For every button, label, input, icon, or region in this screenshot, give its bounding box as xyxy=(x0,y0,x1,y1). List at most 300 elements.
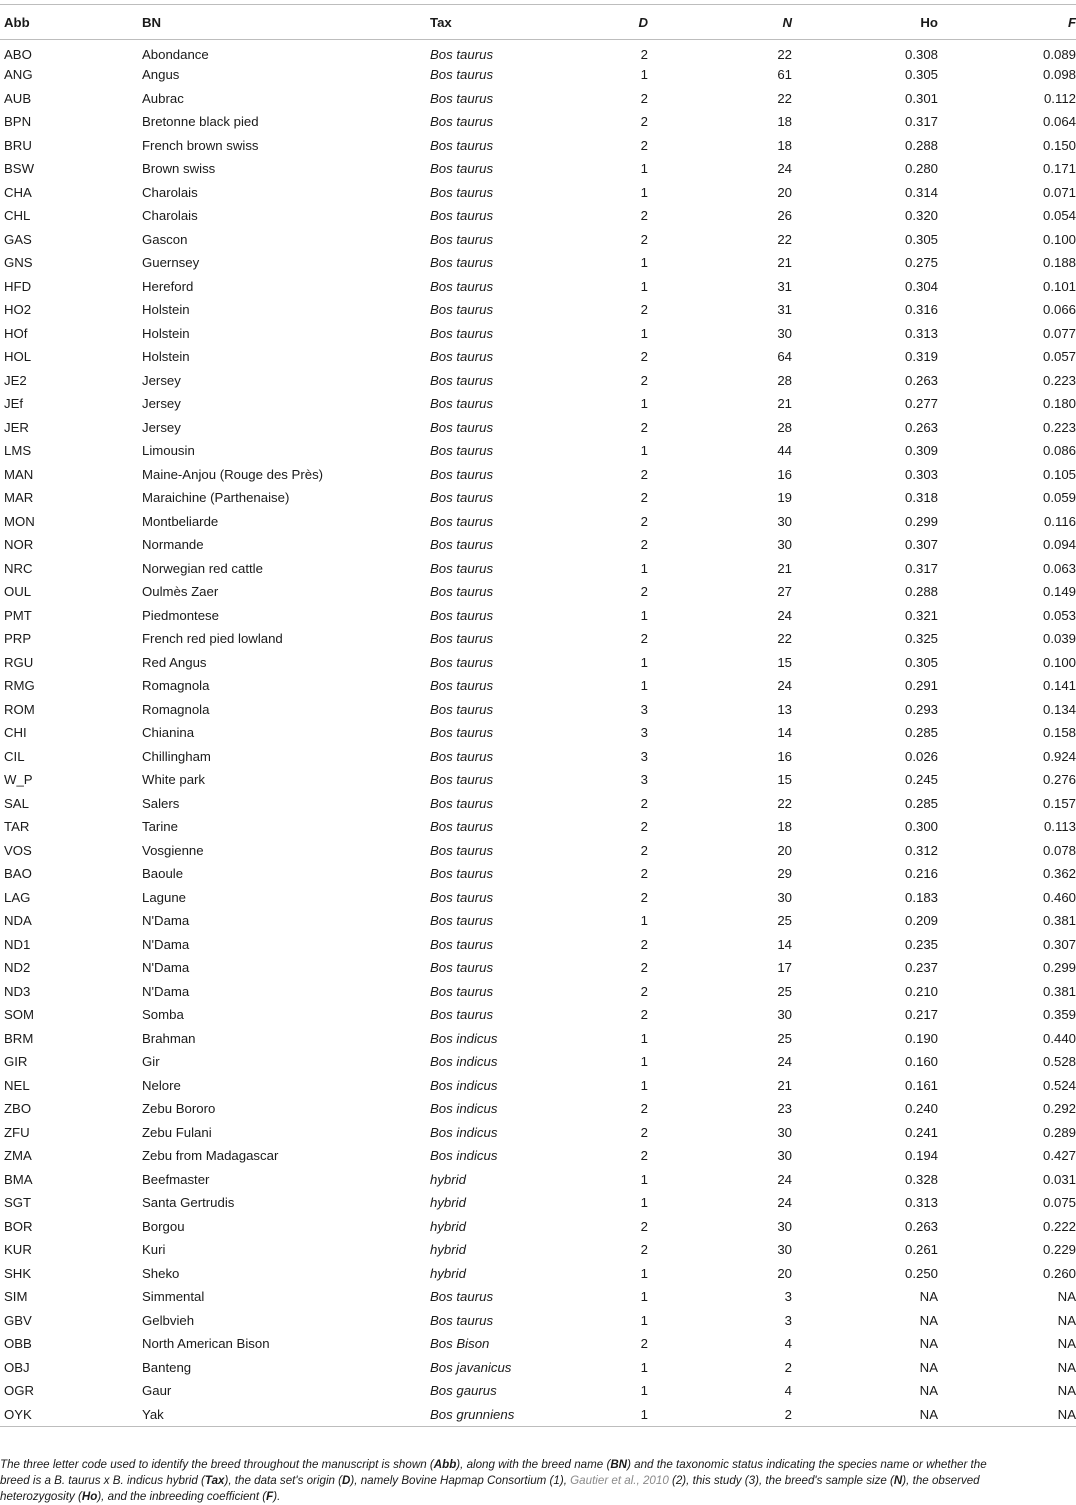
cell-dataset: 2 xyxy=(640,372,648,388)
cell-ho: 0.320 xyxy=(904,208,938,224)
cell-breed-name: Holstein xyxy=(142,349,190,365)
table-row xyxy=(0,298,1076,322)
cell-breed-name: Romagnola xyxy=(142,701,210,717)
table-row xyxy=(0,557,1076,581)
table-row xyxy=(0,392,1076,416)
cell-abb: ND2 xyxy=(4,960,31,976)
cell-breed-name: Lagune xyxy=(142,889,187,905)
cell-ho: 0.216 xyxy=(904,866,938,882)
cell-breed-name: Montbeliarde xyxy=(142,513,219,529)
table-row xyxy=(0,909,1076,933)
cell-taxon: Bos grunniens xyxy=(426,1403,564,1427)
cell-ho: 0.313 xyxy=(904,325,938,341)
cell-sample-size: 27 xyxy=(777,584,792,600)
cell-abb: OBJ xyxy=(4,1359,30,1375)
cell-taxon: Bos taurus xyxy=(430,90,494,106)
cell-sample-size: 15 xyxy=(777,654,792,670)
cell-breed-name: Guernsey xyxy=(142,255,200,271)
header-abb: Abb xyxy=(0,5,138,40)
cell-dataset: 2 xyxy=(640,466,648,482)
cell-dataset: 2 xyxy=(640,419,648,435)
cell-abb: OGR xyxy=(4,1383,35,1399)
cell-sample-size: 24 xyxy=(777,678,792,694)
cell-taxon: Bos indicus xyxy=(430,1054,498,1070)
cell-abb: LAG xyxy=(4,889,31,905)
cell-f: 0.039 xyxy=(1042,631,1076,647)
table-row xyxy=(0,1379,1076,1403)
cell-sample-size: 21 xyxy=(777,255,792,271)
cell-f: 0.381 xyxy=(1042,913,1076,929)
cell-ho: 0.288 xyxy=(904,584,938,600)
cell-abb: GNS xyxy=(4,255,33,271)
cell-abb: HOL xyxy=(4,349,32,365)
cell-f: 0.460 xyxy=(1042,889,1076,905)
cell-ho: 0.325 xyxy=(904,631,938,647)
breed-table xyxy=(0,4,1076,1427)
cell-taxon: Bos taurus xyxy=(430,866,494,882)
cell-taxon: Bos taurus xyxy=(430,1007,494,1023)
cell-ho: 0.194 xyxy=(904,1148,938,1164)
cell-abb: BRM xyxy=(4,1030,34,1046)
cell-breed-name: Santa Gertrudis xyxy=(142,1195,235,1211)
cell-ho: 0.293 xyxy=(904,701,938,717)
cell-sample-size: 30 xyxy=(777,513,792,529)
cell-sample-size: 3 xyxy=(784,1289,792,1305)
cell-dataset: 2 xyxy=(640,1101,648,1117)
cell-dataset: 2 xyxy=(640,302,648,318)
cell-f: 0.188 xyxy=(1042,255,1076,271)
cell-breed-name: N'Dama xyxy=(142,913,190,929)
cell-ho: 0.312 xyxy=(904,842,938,858)
cell-sample-size: 26 xyxy=(777,208,792,224)
table-row xyxy=(0,1403,1076,1427)
cell-sample-size: 18 xyxy=(777,819,792,835)
cell-f: 0.180 xyxy=(1042,396,1076,412)
table-row xyxy=(0,1027,1076,1051)
cell-breed-name: Tarine xyxy=(142,819,178,835)
cell-ho: 0.317 xyxy=(904,560,938,576)
table-row xyxy=(0,181,1076,205)
cell-sample-size: 14 xyxy=(777,936,792,952)
cell-sample-size: 28 xyxy=(777,372,792,388)
cell-sample-size: 2 xyxy=(696,1403,834,1427)
cell-abb: ZMA xyxy=(4,1148,32,1164)
cell-taxon: Bos taurus xyxy=(430,748,494,764)
table-row xyxy=(0,228,1076,252)
table-row xyxy=(0,651,1076,675)
cell-ho: 0.280 xyxy=(904,161,938,177)
cell-taxon: Bos taurus xyxy=(430,607,494,623)
cell-ho: 0.307 xyxy=(904,537,938,553)
cell-taxon: Bos taurus xyxy=(430,983,494,999)
table-row xyxy=(0,1215,1076,1239)
cell-taxon: Bos taurus xyxy=(430,161,494,177)
cell-abb: ABO xyxy=(4,47,32,62)
cell-breed-name: Gaur xyxy=(142,1383,172,1399)
cell-breed-name: N'Dama xyxy=(142,983,190,999)
cell-sample-size: 25 xyxy=(777,983,792,999)
cell-ho: 0.250 xyxy=(904,1265,938,1281)
cell-abb: LMS xyxy=(4,443,32,459)
cell-dataset: 1 xyxy=(640,913,648,929)
cell-f: 0.229 xyxy=(1042,1242,1076,1258)
cell-sample-size: 29 xyxy=(777,866,792,882)
caption-text: ). xyxy=(273,1490,281,1503)
cell-abb: CHA xyxy=(4,184,32,200)
cell-dataset: 2 xyxy=(640,47,648,62)
table-row xyxy=(0,1121,1076,1145)
cell-f: 0.359 xyxy=(1042,1007,1076,1023)
cell-dataset: 2 xyxy=(640,137,648,153)
table-row xyxy=(0,439,1076,463)
cell-sample-size: 44 xyxy=(777,443,792,459)
cell-taxon: Bos taurus xyxy=(430,184,494,200)
cell-f: 0.075 xyxy=(1042,1195,1076,1211)
cell-breed-name: Piedmontese xyxy=(142,607,219,623)
caption-text: (2), this study (3), the breed's sample size ( xyxy=(668,1474,894,1487)
cell-abb: CHI xyxy=(4,725,27,741)
cell-taxon: hybrid xyxy=(430,1171,466,1187)
cell-abb: SOM xyxy=(4,1007,35,1023)
cell-sample-size: 24 xyxy=(777,1195,792,1211)
cell-dataset: 2 xyxy=(640,1242,648,1258)
cell-breed-name: Chillingham xyxy=(142,748,211,764)
cell-taxon: Bos taurus xyxy=(430,960,494,976)
caption-text: ), the data set's origin ( xyxy=(224,1474,343,1487)
cell-dataset: 3 xyxy=(640,772,648,788)
caption-term-abb: Abb xyxy=(433,1458,457,1471)
cell-dataset: 1 xyxy=(640,255,648,271)
cell-breed-name: Oulmès Zaer xyxy=(142,584,219,600)
cell-dataset: 1 xyxy=(640,1054,648,1070)
cell-sample-size: 30 xyxy=(777,537,792,553)
cell-abb: PMT xyxy=(4,607,32,623)
cell-sample-size: 24 xyxy=(777,161,792,177)
cell-taxon: hybrid xyxy=(430,1242,466,1258)
cell-f: 0.299 xyxy=(1042,960,1076,976)
cell-sample-size: 3 xyxy=(784,1312,792,1328)
caption-reference-link[interactable]: Gautier et al., 2010 xyxy=(570,1474,669,1487)
cell-taxon: Bos taurus xyxy=(430,396,494,412)
table-row xyxy=(0,1191,1076,1215)
cell-ho: 0.300 xyxy=(904,819,938,835)
cell-f: 0.171 xyxy=(1042,161,1076,177)
cell-taxon: Bos taurus xyxy=(430,443,494,459)
cell-abb: GBV xyxy=(4,1312,32,1328)
table-header xyxy=(0,5,1076,40)
cell-dataset: 2 xyxy=(640,983,648,999)
cell-taxon: Bos indicus xyxy=(430,1030,498,1046)
cell-breed-name: Maraichine (Parthenaise) xyxy=(142,490,290,506)
cell-ho: 0.318 xyxy=(904,490,938,506)
cell-taxon: Bos taurus xyxy=(430,1312,494,1328)
table-row xyxy=(0,369,1076,393)
cell-ho: 0.241 xyxy=(904,1124,938,1140)
cell-ho: 0.299 xyxy=(904,513,938,529)
cell-sample-size: 31 xyxy=(777,278,792,294)
table-row xyxy=(0,1309,1076,1333)
cell-ho: NA xyxy=(919,1312,938,1328)
cell-f: 0.089 xyxy=(1042,47,1076,62)
cell-f: 0.071 xyxy=(1042,184,1076,200)
cell-abb: JE2 xyxy=(4,372,27,388)
cell-dataset: 1 xyxy=(640,325,648,341)
cell-breed-name: Jersey xyxy=(142,396,181,412)
cell-ho: 0.237 xyxy=(904,960,938,976)
table-row xyxy=(0,1285,1076,1309)
cell-breed-name: Gelbvieh xyxy=(142,1312,195,1328)
table-row xyxy=(0,322,1076,346)
cell-sample-size: 30 xyxy=(777,325,792,341)
cell-breed-name: Abondance xyxy=(142,47,209,62)
cell-f: 0.100 xyxy=(1042,231,1076,247)
cell-ho: 0.305 xyxy=(904,231,938,247)
cell-dataset: 2 xyxy=(640,490,648,506)
cell-taxon: hybrid xyxy=(430,1195,466,1211)
cell-dataset: 2 xyxy=(640,1007,648,1023)
table-row xyxy=(0,110,1076,134)
cell-abb: BOR xyxy=(4,1218,33,1234)
cell-abb: RGU xyxy=(4,654,34,670)
cell-breed-name: North American Bison xyxy=(142,1336,270,1352)
cell-f: 0.077 xyxy=(1042,325,1076,341)
table-row xyxy=(0,1050,1076,1074)
cell-taxon: Bos taurus xyxy=(430,560,494,576)
table-row xyxy=(0,674,1076,698)
cell-ho: 0.308 xyxy=(904,47,938,62)
cell-abb: CHL xyxy=(4,208,31,224)
cell-breed-name: Sheko xyxy=(142,1265,180,1281)
cell-breed-name: Jersey xyxy=(142,372,181,388)
cell-sample-size: 61 xyxy=(777,67,792,83)
cell-ho: 0.314 xyxy=(904,184,938,200)
table-row xyxy=(0,580,1076,604)
cell-dataset: 1 xyxy=(640,1077,648,1093)
table-row xyxy=(0,1356,1076,1380)
cell-ho: 0.240 xyxy=(904,1101,938,1117)
header-n: N xyxy=(696,5,834,40)
cell-ho: 0.275 xyxy=(904,255,938,271)
cell-breed-name: Charolais xyxy=(142,208,198,224)
cell-taxon: Bos taurus xyxy=(430,725,494,741)
cell-dataset: 1 xyxy=(640,1312,648,1328)
cell-dataset: 1 xyxy=(564,1403,696,1427)
header-tax: Tax xyxy=(426,5,564,40)
cell-abb: HOf xyxy=(4,325,28,341)
table-row xyxy=(0,768,1076,792)
cell-sample-size: 23 xyxy=(777,1101,792,1117)
cell-f: NA xyxy=(1057,1336,1076,1352)
cell-dataset: 1 xyxy=(640,607,648,623)
cell-abb: RMG xyxy=(4,678,35,694)
cell-abb: HFD xyxy=(4,278,32,294)
cell-dataset: 1 xyxy=(640,161,648,177)
cell-abb: KUR xyxy=(4,1242,32,1258)
cell-abb: GAS xyxy=(4,231,32,247)
cell-ho: 0.328 xyxy=(904,1171,938,1187)
cell-breed-name: Simmental xyxy=(142,1289,205,1305)
cell-taxon: Bos Bison xyxy=(430,1336,490,1352)
cell-abb: SIM xyxy=(4,1289,28,1305)
cell-sample-size: 21 xyxy=(777,1077,792,1093)
cell-f: 0.381 xyxy=(1042,983,1076,999)
cell-breed-name: Bretonne black pied xyxy=(142,114,259,130)
cell-ho: 0.209 xyxy=(904,913,938,929)
cell-dataset: 3 xyxy=(640,725,648,741)
cell-breed-name: Nelore xyxy=(142,1077,181,1093)
cell-sample-size: 31 xyxy=(777,302,792,318)
cell-ho: 0.235 xyxy=(904,936,938,952)
cell-abb: ND3 xyxy=(4,983,31,999)
cell-dataset: 2 xyxy=(640,1124,648,1140)
cell-f: 0.116 xyxy=(1043,513,1076,529)
table-row xyxy=(0,815,1076,839)
cell-breed-name: N'Dama xyxy=(142,960,190,976)
cell-abb: NDA xyxy=(4,913,32,929)
cell-taxon: Bos taurus xyxy=(430,631,494,647)
cell-sample-size: 21 xyxy=(777,396,792,412)
caption-text: ), and the inbreeding coefficient ( xyxy=(97,1490,267,1503)
cell-f: 0.924 xyxy=(1042,748,1076,764)
table-row xyxy=(0,1003,1076,1027)
cell-dataset: 1 xyxy=(640,184,648,200)
table-row xyxy=(0,933,1076,957)
cell-sample-size: 30 xyxy=(777,1218,792,1234)
cell-f: 0.094 xyxy=(1042,537,1076,553)
table-row xyxy=(0,134,1076,158)
cell-dataset: 2 xyxy=(640,866,648,882)
cell-dataset: 2 xyxy=(640,631,648,647)
cell-sample-size: 20 xyxy=(777,184,792,200)
cell-sample-size: 24 xyxy=(777,1054,792,1070)
cell-ho: 0.285 xyxy=(904,725,938,741)
table-row xyxy=(0,204,1076,228)
table-row xyxy=(0,792,1076,816)
cell-f: 0.059 xyxy=(1042,490,1076,506)
cell-taxon: Bos taurus xyxy=(430,889,494,905)
cell-abb: PRP xyxy=(4,631,32,647)
cell-sample-size: 13 xyxy=(777,701,792,717)
cell-taxon: Bos taurus xyxy=(430,278,494,294)
cell-f: 0.289 xyxy=(1042,1124,1076,1140)
cell-ho: 0.160 xyxy=(904,1054,938,1070)
cell-dataset: 1 xyxy=(640,1383,648,1399)
cell-taxon: Bos taurus xyxy=(430,67,494,83)
cell-abb: W_P xyxy=(4,772,33,788)
cell-abb: ZBO xyxy=(4,1101,32,1117)
cell-f: NA xyxy=(956,1403,1076,1427)
cell-abb: OBB xyxy=(4,1336,32,1352)
table-row xyxy=(0,627,1076,651)
cell-sample-size: 19 xyxy=(777,490,792,506)
cell-f: 0.063 xyxy=(1042,560,1076,576)
cell-taxon: Bos taurus xyxy=(430,302,494,318)
cell-ho: 0.263 xyxy=(904,372,938,388)
table-row xyxy=(0,721,1076,745)
cell-breed-name: Zebu from Madagascar xyxy=(142,1148,279,1164)
cell-dataset: 2 xyxy=(640,1218,648,1234)
cell-taxon: Bos indicus xyxy=(430,1124,498,1140)
cell-taxon: Bos taurus xyxy=(430,255,494,271)
cell-breed-name: French red pied lowland xyxy=(142,631,283,647)
cell-f: 0.086 xyxy=(1042,443,1076,459)
cell-f: 0.307 xyxy=(1042,936,1076,952)
cell-taxon: Bos taurus xyxy=(430,584,494,600)
cell-breed-name: French brown swiss xyxy=(142,137,259,153)
cell-f: 0.112 xyxy=(1043,90,1076,106)
cell-dataset: 2 xyxy=(640,349,648,365)
cell-dataset: 1 xyxy=(640,1030,648,1046)
cell-taxon: Bos taurus xyxy=(430,913,494,929)
header-f: F xyxy=(956,5,1076,40)
cell-ho: 0.190 xyxy=(904,1030,938,1046)
cell-taxon: Bos taurus xyxy=(430,349,494,365)
cell-sample-size: 30 xyxy=(777,1007,792,1023)
cell-ho: 0.288 xyxy=(904,137,938,153)
cell-f: 0.066 xyxy=(1042,302,1076,318)
cell-abb: ANG xyxy=(4,67,33,83)
cell-dataset: 1 xyxy=(640,1195,648,1211)
cell-sample-size: 25 xyxy=(777,913,792,929)
cell-breed-name: Hereford xyxy=(142,278,194,294)
cell-abb: VOS xyxy=(4,842,32,858)
cell-dataset: 1 xyxy=(640,443,648,459)
cell-dataset: 2 xyxy=(640,1148,648,1164)
cell-sample-size: 30 xyxy=(777,889,792,905)
cell-sample-size: 25 xyxy=(777,1030,792,1046)
cell-breed-name: Zebu Fulani xyxy=(142,1124,212,1140)
cell-taxon: Bos taurus xyxy=(430,537,494,553)
cell-f: 0.223 xyxy=(1042,372,1076,388)
cell-sample-size: 18 xyxy=(777,114,792,130)
cell-abb: MAN xyxy=(4,466,34,482)
cell-breed-name: Borgou xyxy=(142,1218,185,1234)
cell-taxon: Bos taurus xyxy=(430,654,494,670)
table-row xyxy=(0,1097,1076,1121)
cell-taxon: Bos taurus xyxy=(430,513,494,529)
cell-taxon: Bos taurus xyxy=(430,137,494,153)
cell-abb: TAR xyxy=(4,819,30,835)
cell-f: 0.057 xyxy=(1042,349,1076,365)
cell-abb: ZFU xyxy=(4,1124,30,1140)
table-row xyxy=(0,980,1076,1004)
cell-breed-name: Kuri xyxy=(142,1242,166,1258)
cell-taxon: Bos taurus xyxy=(430,325,494,341)
cell-breed-name: White park xyxy=(142,772,206,788)
cell-taxon: Bos taurus xyxy=(430,47,494,62)
cell-breed-name: Salers xyxy=(142,795,180,811)
table-row xyxy=(0,416,1076,440)
table-caption xyxy=(0,1457,1016,1505)
cell-breed-name: Somba xyxy=(142,1007,184,1023)
cell-abb: AUB xyxy=(4,90,32,106)
cell-ho: 0.304 xyxy=(904,278,938,294)
table-row xyxy=(0,1168,1076,1192)
cell-dataset: 2 xyxy=(640,513,648,529)
table-body xyxy=(0,40,1076,1427)
caption-text: ) and the taxonomic status indicating the species name or whether the breed is a B. taurus x B. indicus hybrid ( xyxy=(0,1458,987,1487)
table-row xyxy=(0,698,1076,722)
cell-dataset: 1 xyxy=(640,1359,648,1375)
caption-text: ), the observed heterozygosity ( xyxy=(0,1474,980,1503)
cell-abb: SAL xyxy=(4,795,29,811)
cell-ho: 0.161 xyxy=(904,1077,938,1093)
cell-dataset: 1 xyxy=(640,678,648,694)
cell-sample-size: 2 xyxy=(784,1359,792,1375)
caption-term-tax: Tax xyxy=(204,1474,225,1487)
cell-breed-name: Red Angus xyxy=(142,654,207,670)
cell-breed-name: Banteng xyxy=(142,1359,192,1375)
